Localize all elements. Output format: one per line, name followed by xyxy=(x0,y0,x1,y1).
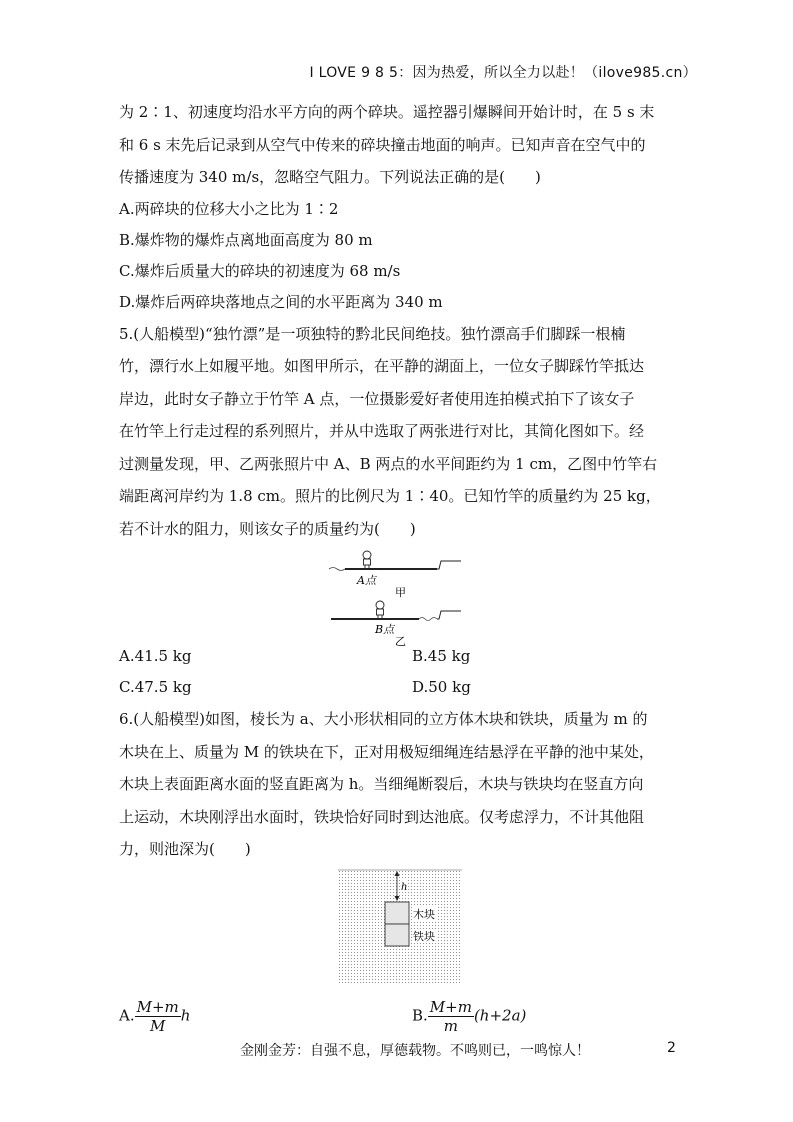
question-6-stem xyxy=(119,703,679,866)
text-line: 5.(人船模型)“独竹漂”是一项独特的黔北民间绝技。独竹漂高手们脚踩一根楠 xyxy=(119,324,626,343)
label-h: h xyxy=(401,881,408,893)
option-b-prefix: B. xyxy=(412,1006,428,1025)
text-line: 和 6 s 末先后记录到从空气中传来的碎块撞击地面的响声。已知声音在空气中的 xyxy=(119,135,646,154)
question-4-options xyxy=(119,194,679,318)
question-4-stem xyxy=(119,96,679,194)
page-number: 2 xyxy=(667,1040,676,1056)
question-6-options xyxy=(119,994,679,1040)
fraction-denominator: M xyxy=(150,1017,166,1035)
bamboo-raft-diagram xyxy=(119,549,679,648)
text-line: 过测量发现，甲、乙两张照片中 A、B 两点的水平间距约为 1 cm，乙图中竹竿右 xyxy=(119,454,658,473)
text-line: 在竹竿上行走过程的系列照片，并从中选取了两张进行对比，其简化图如下。经 xyxy=(119,422,645,440)
label-jia: 甲 xyxy=(395,586,406,599)
label-wood: 木块 xyxy=(413,907,435,921)
option-a-suffix: h xyxy=(180,1006,191,1025)
water-wave-icon xyxy=(419,618,437,621)
option-c: C.爆炸后质量大的碎块的初速度为 68 m/s xyxy=(119,261,401,280)
option-row xyxy=(119,672,679,703)
option-b: B.爆炸物的爆炸点离地面高度为 80 m xyxy=(119,230,373,249)
fraction-numerator: M+m xyxy=(136,998,179,1016)
iron-block xyxy=(385,924,409,946)
option-a-prefix: A. xyxy=(119,1006,135,1025)
question-5-stem xyxy=(119,318,679,546)
page-content xyxy=(119,96,679,1040)
text-line: 6.(人船模型)如图，棱长为 a、大小形状相同的立方体木块和铁块，质量为 m 的 xyxy=(119,710,648,728)
text-line: 若不计水的阻力，则该女子的质量约为( ) xyxy=(119,519,416,538)
wood-block xyxy=(385,902,409,924)
label-a-point: A点 xyxy=(357,574,376,587)
riverbank-jia xyxy=(437,561,461,569)
fraction xyxy=(428,998,474,1035)
option-a: A.两碎块的位移大小之比为 1∶2 xyxy=(119,199,339,218)
option-b-suffix: (h+2a) xyxy=(473,1006,527,1025)
text-line: 竹，漂行水上如履平地。如图甲所示，在平静的湖面上，一位女子脚踩竹竿抵达 xyxy=(119,357,645,375)
option-c: C.47.5 kg xyxy=(119,678,192,696)
option-a xyxy=(119,998,412,1035)
page-header: I LOVE 9 8 5：因为热爱，所以全力以赴！（ilove985.cn） xyxy=(309,65,697,81)
option-b xyxy=(412,998,526,1035)
question-5-options xyxy=(119,641,679,703)
text-line: 木块上表面距离水面的竖直距离为 h。当细绳断裂后，木块与铁块均在竖直方向 xyxy=(119,775,644,793)
fraction xyxy=(135,998,181,1035)
riverbank-yi xyxy=(437,611,461,619)
water-wave-icon xyxy=(329,568,345,571)
label-b-point: B点 xyxy=(375,623,395,636)
text-line: 为 2∶1、初速度均沿水平方向的两个碎块。遥控器引爆瞬间开始计时，在 5 s 末 xyxy=(119,103,655,121)
page-footer: 金刚金芳：自强不息，厚德载物。不鸣则已，一鸣惊人！ xyxy=(240,1043,590,1059)
text-line: 木块在上、质量为 M 的铁块在下，正对用极短细绳连结悬浮在平静的池中某处， xyxy=(119,742,654,761)
woman-figure-icon xyxy=(376,601,384,619)
pool-blocks-diagram xyxy=(119,870,679,988)
text-line: 端距离河岸约为 1.8 cm。照片的比例尺为 1∶40。已知竹竿的质量约为 25 kg， xyxy=(119,487,661,505)
label-iron: 铁块 xyxy=(413,929,435,943)
text-line: 上运动，木块刚浮出水面时，铁块恰好同时到达池底。仅考虑浮力，不计其他阻 xyxy=(119,807,645,826)
woman-figure-icon xyxy=(363,551,371,569)
text-line: 传播速度为 340 m/s，忽略空气阻力。下列说法正确的是( ) xyxy=(119,168,541,186)
pool-blocks-figure xyxy=(119,870,679,988)
text-line: 岸边，此时女子静立于竹竿 A 点，一位摄影爱好者使用连拍模式拍下了该女子 xyxy=(119,389,635,408)
text-line: 力，则池深为( ) xyxy=(119,840,251,858)
option-d: D.50 kg xyxy=(412,678,471,696)
bamboo-raft-figure xyxy=(119,549,679,648)
option-d: D.爆炸后两碎块落地点之间的水平距离为 340 m xyxy=(119,292,443,311)
label-yi: 乙 xyxy=(395,635,406,648)
option-a: A.41.5 kg xyxy=(119,647,192,665)
option-b: B.45 kg xyxy=(412,647,471,665)
fraction-numerator: M+m xyxy=(429,998,472,1016)
fraction-denominator: m xyxy=(443,1017,458,1035)
